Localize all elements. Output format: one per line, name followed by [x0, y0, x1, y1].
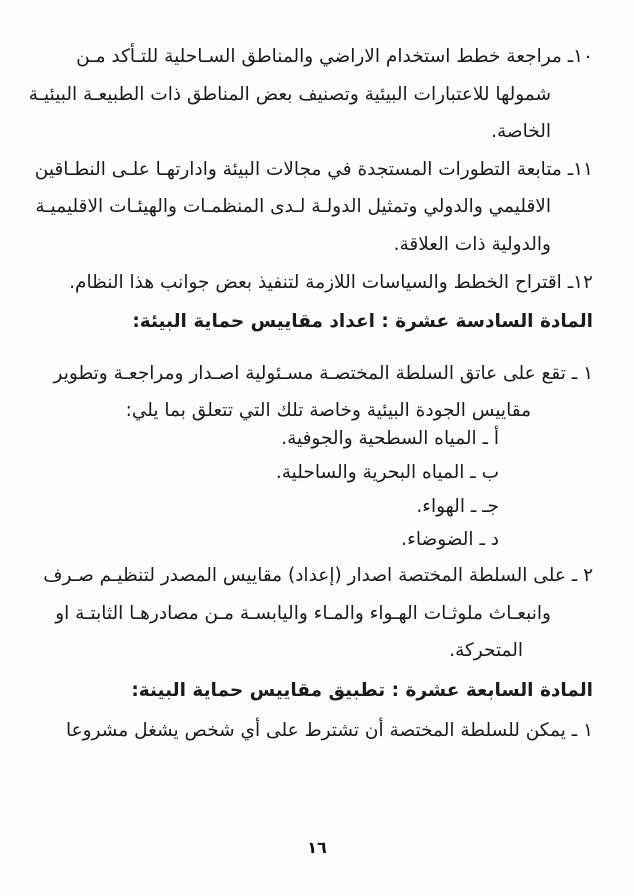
sub-item-b: ب ـ المياه البحرية والساحلية.: [275, 461, 499, 483]
article-16-clause-2: [43, 557, 593, 670]
clause-10-line-3: الخاصة.: [491, 121, 551, 143]
article-16-clause-1-line-1: ١ ـ تقع على عاتق السلطة المختصـة مسـئولية اصـدار ومراجعـة وتطوير: [53, 362, 593, 384]
clause-11: [34, 151, 593, 264]
article-16-clause-2-line-1: ٢ ـ على السلطة المختصة اصدار (إعداد) مقاييس المصدر لتنظيـم صـرف: [43, 565, 593, 587]
article-16-clause-2-line-3: المتحركة.: [449, 640, 523, 662]
clause-11-line-2: الاقليمي والدولي وتمثيل الدولـة لـدى المنظمـات والهيئـات الاقليميـة: [35, 196, 551, 218]
clause-10-line-1: ١٠ـ مراجعة خطط استخدام الاراضي والمناطق السـاحلية للتـأكد مـن: [76, 46, 593, 67]
clause-10-line-2: شمولها للاعتبارات البيئية وتصنيف بعض المناطق ذات الطبيعـة البيئيـة: [28, 83, 551, 105]
article-16-heading: المادة السادسة عشرة : اعداد مقاييس حماية البيئة:: [132, 311, 593, 333]
sub-item-c: جـ ـ الهواء.: [416, 495, 499, 517]
sub-item-d: د ـ الضوضاء.: [401, 529, 499, 551]
clause-11-line-3: والدولية ذات العلاقة.: [393, 233, 551, 255]
clause-12-line-1: ١٢ـ اقتراح الخطط والسياسات اللازمة لتنفيذ بعض جوانب هذا النظام.: [69, 271, 593, 293]
article-17-clause-1: [50, 712, 593, 750]
article-16-clause-1-line-2: مقاييس الجودة البيئية وخاصة تلك التي تتعلق بما يلي:: [125, 400, 531, 422]
clause-11-line-1: ١١ـ متابعة التطورات المستجدة في مجالات البيئة وادارتهـا علـى النطـاقين: [34, 158, 593, 180]
article-16-clause-2-line-2: وانبعـاث ملوثـات الهـواء والمـاء واليابسـة مـن مصادرهـا الثابتـة او: [55, 602, 551, 624]
clause-12: [50, 264, 593, 302]
clause-10: [28, 38, 593, 151]
page-number: ١٦: [307, 838, 327, 857]
article-17-heading: المادة السابعة عشرة : تطبيق مقاييس حماية البينة:: [131, 679, 593, 701]
page-body-text: [28, 38, 593, 749]
article-16-clause-1: [50, 355, 593, 430]
article-17-clause-1-line-1: ١ ـ يمكن للسلطة المختصة أن تشترط على أي شخص يشغل مشروعا: [65, 719, 593, 741]
sub-item-a: أ ـ المياه السطحية والجوفية.: [281, 427, 499, 449]
article-16-sub-list: [50, 422, 593, 557]
